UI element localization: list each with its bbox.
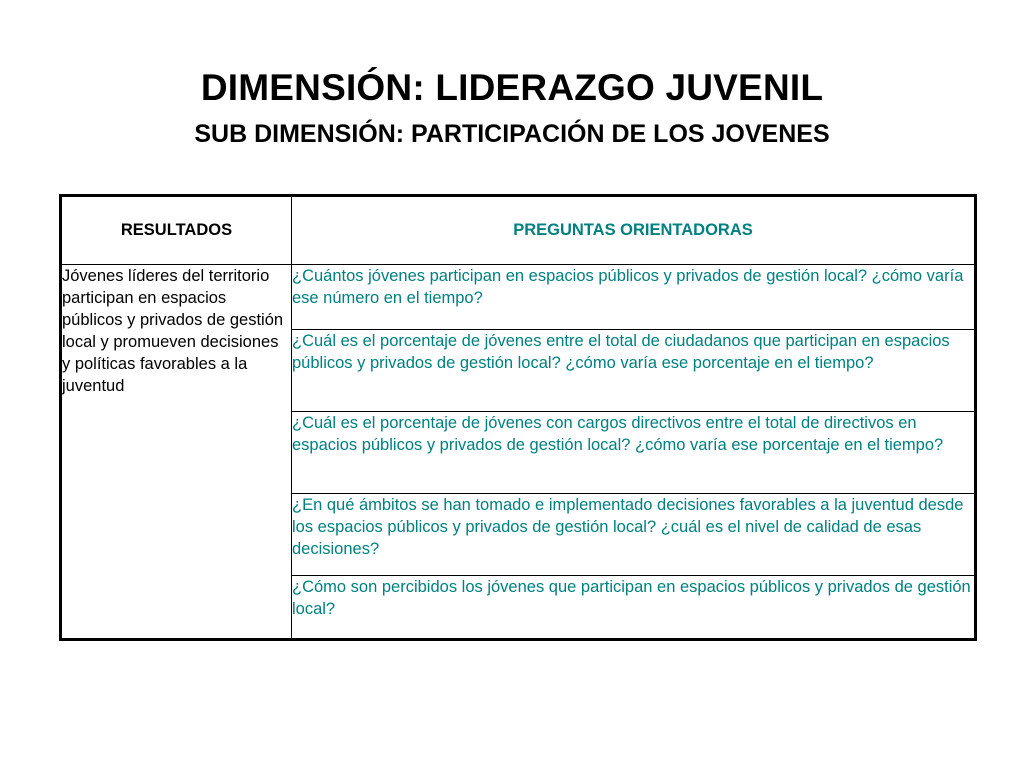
column-header-resultados: RESULTADOS [61, 196, 292, 265]
resultado-cell: Jóvenes líderes del territorio participan en espacios públicos y privados de gestión local y promueven decisiones y políticas favorables a la juventud [61, 265, 292, 640]
question-cell-3: ¿Cuál es el porcentaje de jóvenes con cargos directivos entre el total de directivos en espacios públicos y privados de gestión local? ¿cómo varía ese porcentaje en el tiempo? [292, 411, 976, 493]
slide-title: DIMENSIÓN: LIDERAZGO JUVENIL [200, 67, 824, 108]
column-header-preguntas-orientadoras: PREGUNTAS ORIENTADORAS [292, 196, 976, 265]
results-questions-table [59, 194, 977, 641]
question-cell-5: ¿Cómo son percibidos los jóvenes que participan en espacios públicos y privados de gestión local? [292, 575, 976, 639]
question-cell-4: ¿En qué ámbitos se han tomado e implementado decisiones favorables a la juventud desde los espacios públicos y privados de gestión local? ¿cuál es el nivel de calidad de esas decisiones? [292, 493, 976, 575]
question-cell-1: ¿Cuántos jóvenes participan en espacios públicos y privados de gestión local? ¿cómo varía ese número en el tiempo? [292, 265, 976, 329]
table-header-row [61, 196, 976, 265]
table-row [61, 265, 976, 329]
slide-subtitle: SUB DIMENSIÓN: PARTICIPACIÓN DE LOS JOVENES [194, 120, 830, 148]
question-cell-2: ¿Cuál es el porcentaje de jóvenes entre el total de ciudadanos que participan en espacios públicos y privados de gestión local? ¿cómo varía ese porcentaje en el tiempo? [292, 329, 976, 411]
